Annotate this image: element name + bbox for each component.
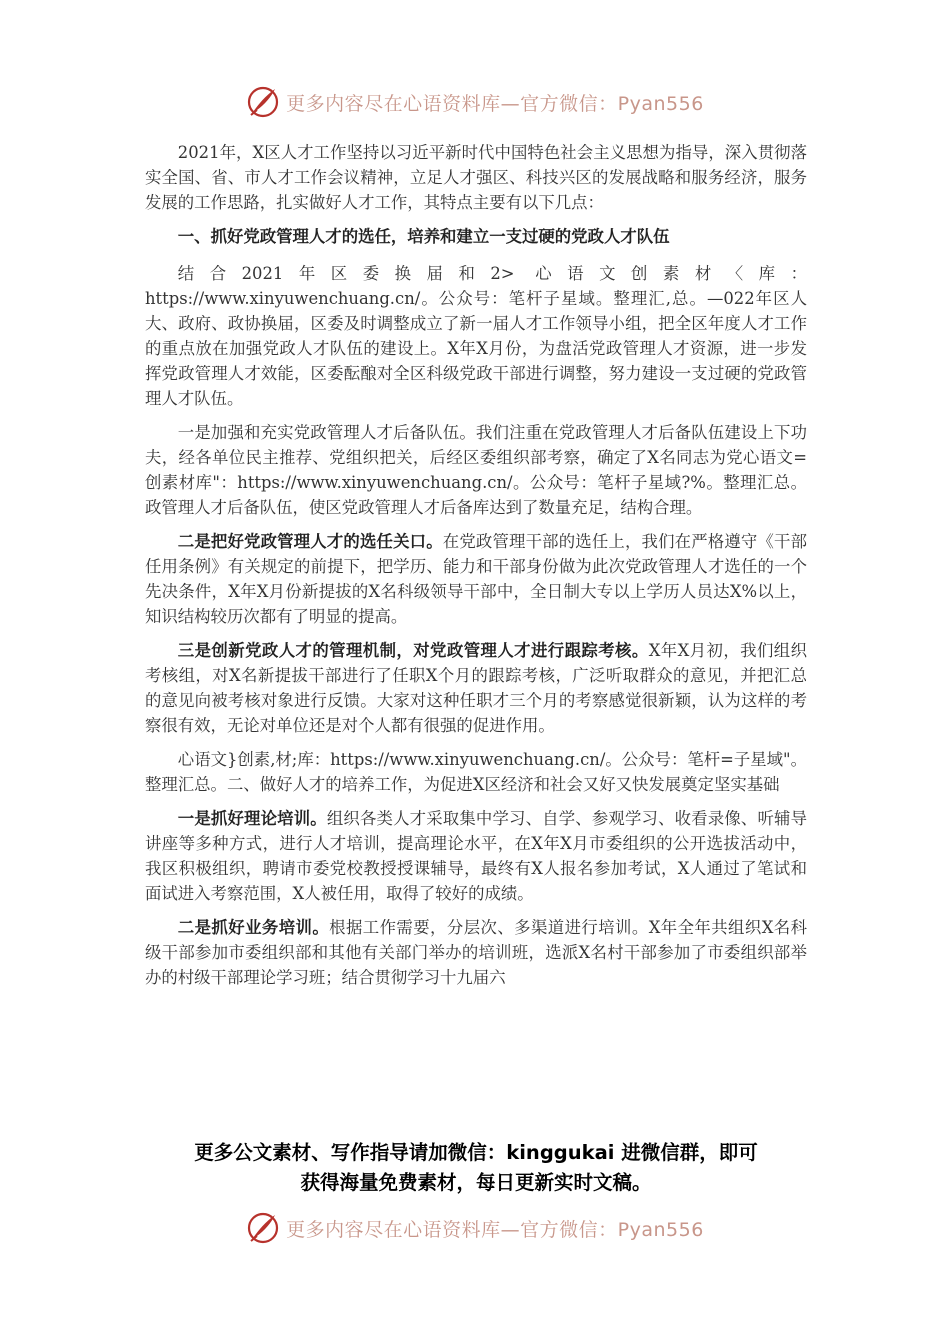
paragraph-7-lead: 一是抓好理论培训。 [177, 809, 327, 828]
paragraph-7-text: 组织各类人才采取集中学习、自学、参观学习、收看录像、听辅导讲座等多种方式，进行人才培训，提高理论水平，在X年X月市委组织的公开选拔活动中，我区积极组织，聘请市委党校教授授课辅导，最终有X人报名参加考试，X人通过了笔试和面试进入考察范围，X人被任用，取得了较好的成绩。 [145, 809, 807, 903]
section-heading-1: 一、抓好党政管理人才的选任，培养和建立一支过硬的党政人才队伍 [177, 227, 670, 246]
footer-banner-text: 更多内容尽在心语资料库—官方微信：Pyan556 [286, 1218, 704, 1241]
banner-text: 更多内容尽在心语资料库—官方微信：Pyan556 [286, 92, 704, 115]
quill-logo-icon [246, 1211, 280, 1245]
paragraph-2: 结合2021年区委换届和2> 心语文创素材〈库：https://www.xinyuwenchuang.cn/。公众号：笔杆子星域。整理汇,总。—022年区人大、政府、政协换届，区委及时调整成立了新一届人才工作领导小组，把全区年度人才工作的重点放在加强党政人才队伍的建设上。X年X月份，为盘活党政管理人才资源，进一步发挥党政管理人才效能，区委酝酿对全区科级党政干部进行调整，努力建设一支过硬的党政管理人才队伍。 [145, 264, 807, 408]
intro-paragraph: 2021年，X区人才工作坚持以习近平新时代中国特色社会主义思想为指导，深入贯彻落实全国、省、市人才工作会议精神，立足人才强区、科技兴区的发展战略和服务经济，服务发展的工作思路，扎实做好人才工作，其特点主要有以下几点： [145, 143, 807, 212]
paragraph-4-lead: 二是把好党政管理人才的选任关口。 [177, 532, 443, 551]
paragraph-4-text: 在党政管理干部的选任上，我们在严格遵守《干部任用条例》有关规定的前提下，把学历、能力和干部身份做为此次党政管理人才选任的一个先决条件，X年X月份新提拔的X名科级领导干部中，全日制大专以上学历人员达X%以上，知识结构较历次都有了明显的提高。 [145, 532, 807, 626]
paragraph-8 [145, 915, 807, 990]
paragraph-5-text: X年X月初，我们组织考核组，对X名新提拔干部进行了任职X个月的跟踪考核，广泛听取群众的意见，并把汇总的意见向被考核对象进行反馈。大家对这种任职才三个月的考察感觉很新颖，认为这样的考察很有效，无论对单位还是对个人都有很强的促进作用。 [145, 641, 807, 735]
document-body [145, 140, 807, 999]
paragraph-7 [145, 806, 807, 906]
paragraph-5 [145, 638, 807, 738]
paragraph-8-text: 根据工作需要，分层次、多渠道进行培训。X年全年共组织X名科级干部参加市委组织部和其他有关部门举办的培训班，选派X名村干部参加了市委组织部举办的村级干部理论学习班；结合贯彻学习十九届六 [145, 918, 807, 987]
paragraph-8-lead: 二是抓好业务培训。 [177, 918, 330, 937]
footer-banner [0, 1208, 950, 1248]
promo-line-2: 获得海量免费素材，每日更新实时文稿。 [300, 1171, 652, 1194]
paragraph-5-lead: 三是创新党政人才的管理机制，对党政管理人才进行跟踪考核。 [177, 641, 649, 660]
paragraph-3: 一是加强和充实党政管理人才后备队伍。我们注重在党政管理人才后备队伍建设上下功夫，经各单位民主推荐、党组织把关，后经区委组织部考察，确定了X名同志为党心语文=创素材库"：https://www.xinyuwenchuang.cn/。公众号：笔杆子星域?%。整理汇总。政管理人才后备队伍，使区党政管理人才后备库达到了数量充足，结构合理。 [145, 423, 807, 517]
promo-notice [145, 1138, 807, 1198]
quill-logo-icon [246, 85, 280, 119]
header-banner [0, 82, 950, 122]
promo-line-1: 更多公文素材、写作指导请加微信：kinggukai 进微信群，即可 [194, 1141, 758, 1164]
paragraph-6: 心语文}创素,材;库：https://www.xinyuwenchuang.cn/。公众号：笔杆=子星域"。整理汇总。二、做好人才的培养工作，为促进X区经济和社会又好又快发展奠定坚实基础 [145, 750, 807, 794]
paragraph-4 [145, 529, 807, 629]
